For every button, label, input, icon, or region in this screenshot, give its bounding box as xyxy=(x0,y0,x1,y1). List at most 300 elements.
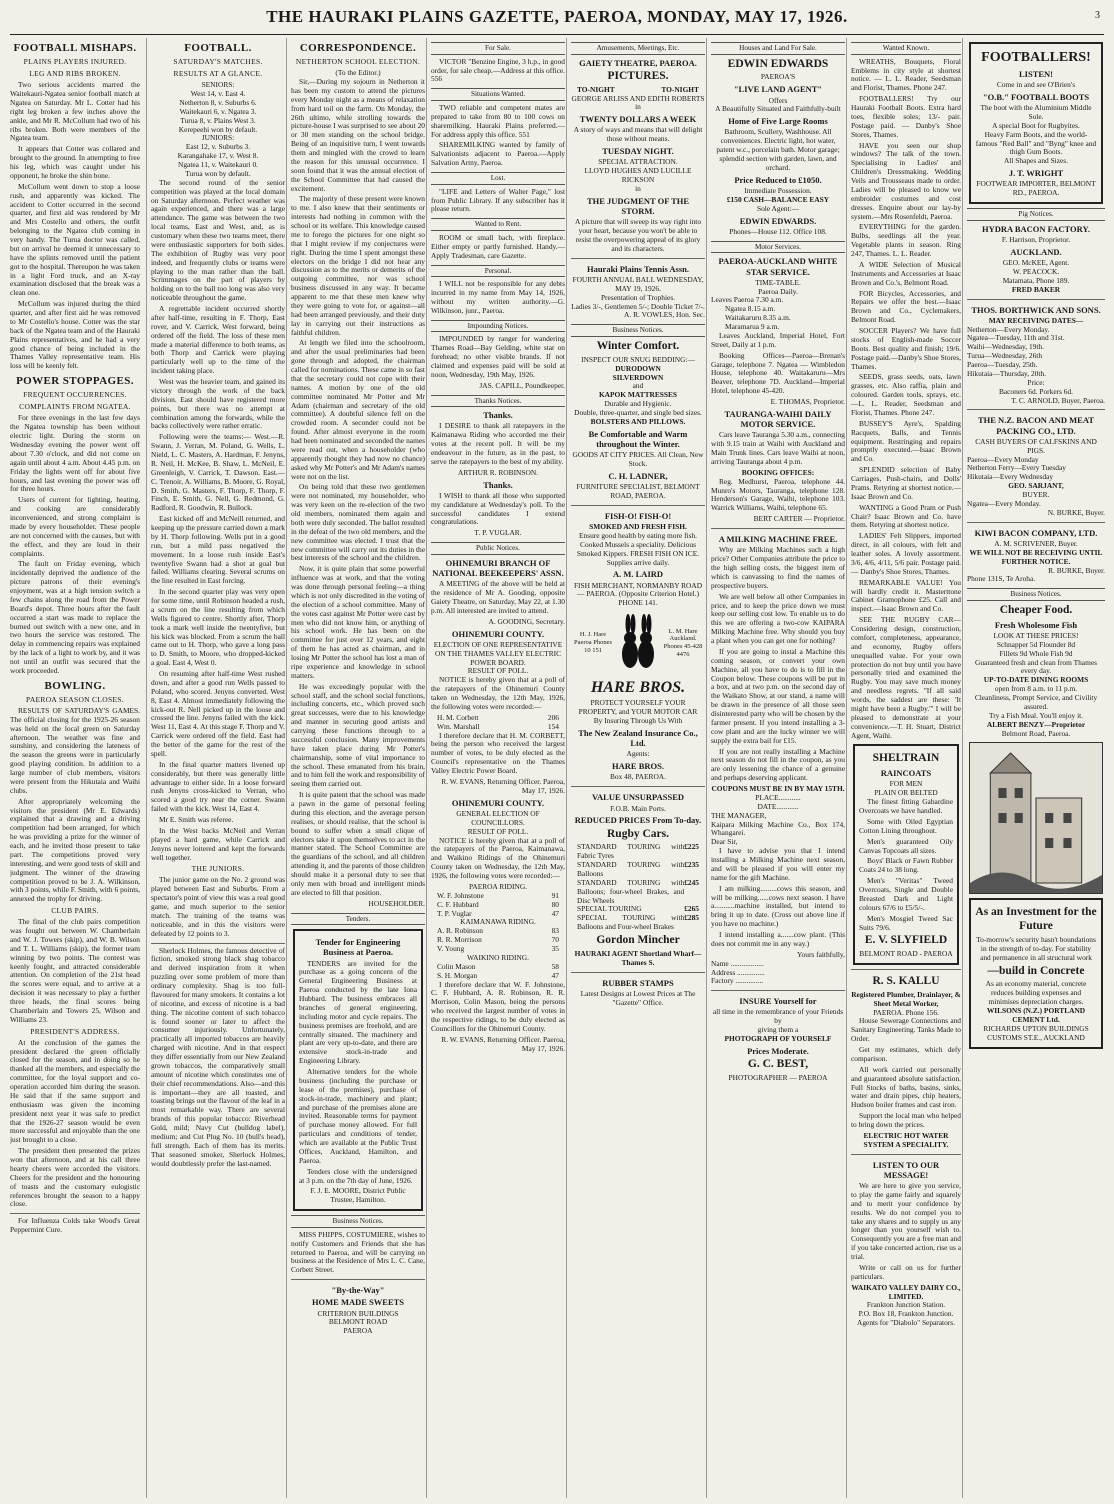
section-thanks: Thanks Notices. xyxy=(431,395,565,408)
results-label: SENIORS: xyxy=(201,80,235,90)
cheaper-food-heading: Cheaper Food. xyxy=(999,603,1073,616)
heading-football: FOOTBALL. xyxy=(184,42,252,54)
ad-line: Phones—House 112. Office 108. xyxy=(729,226,827,236)
ad-text: I have to advise you that I intend installing a Milking Machine next season, and will be pleased if you will enter my name for the gift Machine. xyxy=(711,846,845,882)
classified-ad: TWO reliable and competent mates are prepared to take from 80 to 100 cows on sharemilking. Hauraki Plains preferred.—For address apply this office. 551 xyxy=(431,102,565,139)
section-motor-services: Motor Services. xyxy=(711,241,845,254)
notice-subheading: ELECTION OF ONE REPRESENTATIVE ON THE THAMES VALLEY ELECTRIC POWER BOARD. xyxy=(433,639,563,667)
classified-ad: LADIES' Felt Slippers, imported direct, in all colours, with felt and leather soles. A lovely assortment. 3/6, 4/6, 4/11, 5/6 pair. Postage paid. — Danby's Shoe Stores, Thames. xyxy=(851,531,961,576)
insurance-company: The New Zealand Insurance Co., Ltd. xyxy=(578,728,698,749)
section-wanted-known: Wanted Known. xyxy=(851,42,961,55)
ad-line: Latest Designs at Lowest Prices at The "Gazette" Office. xyxy=(580,988,696,1007)
masthead xyxy=(0,0,1114,34)
nz-bacon-ad xyxy=(967,409,1105,517)
result-line: Kerepeehi won by default. xyxy=(178,124,258,134)
theatre-name: GAIETY THEATRE, PAEROA. xyxy=(579,57,697,68)
vote-count: 47 xyxy=(551,908,559,918)
best-name: G. C. BEST, xyxy=(747,1058,809,1071)
section-public-notices: Public Notices. xyxy=(431,542,565,555)
result-line: West 14, v. East 4. xyxy=(190,89,246,99)
classified-ad: "LIFE and Letters of Walter Page," lost from Public Library. If any subscriber has it please return. xyxy=(431,186,565,214)
candidate-name: T. P. Vuglar xyxy=(437,908,472,918)
schedule-line: Hikutaia—Every Wednesday xyxy=(967,472,1054,482)
ad-line: Bathroom, Scullery, Washhouse. All conveniences. Electric light, hot water, patent w.c., porcelain bath. Motor garage; splendid section with garden, lawn, and orchard. xyxy=(716,127,840,172)
tonight-label: TO-NIGHT xyxy=(661,84,699,94)
ad-text: Support the local man who helped to bring down the prices. xyxy=(851,1111,961,1130)
ad-text: If you are not really installing a Machine next season do not fill in the coupon, as you are only lessening the chance of a genuine and perhaps deserving applicant. xyxy=(711,746,845,783)
car-price: £245 xyxy=(684,877,699,887)
ad-headline: Fresh Wholesome Fish xyxy=(994,619,1078,630)
candidate-name: V. Young xyxy=(437,944,465,953)
ad-line: Cleanliness, Prompt Service, and Civility assured. xyxy=(974,693,1098,711)
newspaper-title: THE HAURAKI PLAINS GAZETTE, PAEROA, MONDAY, MAY 17, 1926. xyxy=(266,7,848,26)
ad-line: FURNITURE SPECIALIST, BELMONT ROAD, PAEROA. xyxy=(576,482,700,500)
section-pig-notices: Pig Notices. xyxy=(967,208,1105,221)
schedule-line: Ngatea—Tuesday, 11th and 31st. xyxy=(967,333,1065,343)
ad-line: WILSONS (N.Z.) PORTLAND CEMENT Ltd. xyxy=(986,1006,1086,1024)
ad-text: Tenders close with the undersigned at 3 p.m. on the 7th day of June, 1926. xyxy=(299,1166,417,1185)
mincher-name: Gordon Mincher xyxy=(596,934,680,947)
ad-text: Boys' Black or Fawn Rubber Coats 24 to 38 long. xyxy=(859,856,953,875)
article-paragraph: In the final quarter matters livened up considerably, but there was generally little advantage to either side. In a loose forward rush Jenyns cross-kicked to Verran, who scored a good try near the corner. Swann failed with the kick. West 14, East 4. xyxy=(151,759,285,814)
ad-line: Baconers 6d. Porkers 6d. xyxy=(998,386,1074,396)
schedule-line: Netherton—Every Monday. xyxy=(967,324,1050,334)
subheading: LEG AND RIBS BROKEN. xyxy=(29,69,121,79)
classified-ad: IMPOUNDED by ranger for wandering Thames Road—Bay Gelding, white star on forehead; no other visible brands. If not claimed and expenses paid will be sold at noon, Wednesday, 19th May, 1926. xyxy=(431,334,565,379)
kiwi-bacon-ad xyxy=(967,522,1105,585)
subheading: PLAINS PLAYERS INJURED. xyxy=(23,57,127,67)
ad-text: Booking Offices—Paeroa—Brenan's Garage, telephone 7. Ngatea — Wimbledon House, telephone 40. Waitakaruru—Mrs Beaver, telephone 7D. Auckland—Imperial Hotel, telephone 45-420. xyxy=(711,350,845,396)
candidate-name: C. F. Hubbard xyxy=(437,899,479,909)
vote-count: 47 xyxy=(551,970,559,980)
film-special: SPECIAL ATTRACTION. xyxy=(598,157,678,167)
ad-signature: T. P. VUGLAR. xyxy=(474,528,522,538)
rabbits-icon xyxy=(618,614,658,672)
ad-headline: "By-the-Way" xyxy=(331,1285,385,1296)
result-line: Ngatea 11, v. Waitekauri 0. xyxy=(178,160,258,170)
riding-heading: WAIKINO RIDING. xyxy=(467,952,529,962)
rugby-cars-ad xyxy=(571,786,705,967)
borthwick-ad xyxy=(967,299,1105,406)
schedule-line: Paeroa—Every Monday xyxy=(967,454,1039,464)
article-paragraph: Two serious accidents marred the Waitekauri-Ngatea senior football match at Ngatea on Saturday. Mr L. Cotter had his right leg broken a few inches above the ankle, and Mr R. McCollum had two of his ribs broken. Both were members of the Ngatea team. xyxy=(10,80,140,143)
classified-ad: I DESIRE to thank all ratepayers in the Kaimanawa Riding who accorded me their votes at the recent poll. It will be my endeavour in the future, as in the past, to serve the ratepayers to the best of my ability. xyxy=(431,421,565,466)
ad-headline: SHELTRAIN xyxy=(872,752,940,765)
slyfield-name: E. V. SLYFIELD xyxy=(864,934,948,947)
candidate-name: S. H. Morgan xyxy=(437,970,478,980)
ad-line: Come in and see O'Brien's xyxy=(996,79,1076,89)
classified-ad: NOTICE is hereby given that at a poll of the ratepayers of the Paeroa, Kaimanawa, and Waikino Ridings of the Ohinemuri County taken on Wednesday, the 12th May, 1926, the following votes were recorded:— xyxy=(431,835,565,880)
section-business-notices: Business Notices. xyxy=(571,324,705,337)
ad-line: all time in the remembrance of your Friends by xyxy=(712,1007,844,1026)
car-model: STANDARD TOURING with Balloons xyxy=(577,860,685,878)
article-paragraph: The junior game on the No. 2 ground was played between East and Suburbs. From a spectator's point of view this was a real good game, and much superior to the senior match. The training of the teams was noticeable, and in this the visitors were defeated by 12 points to 3. xyxy=(151,875,285,938)
ad-text: Cars leave Tauranga 5.30 a.m., connecting with 9.15 train at Waihi with Auckland and Main Trunk lines. Cars leave Waihi at noon, arriving Tauranga about 4 p.m. xyxy=(711,430,845,466)
article-paragraph: At the conclusion of the games the president declared the green officially closed for the season, and in doing so he thanked all the members, and especially the committee, for the loyal support and co-operation accorded him during the season. He said that if the same support and enthusiasm was given the incoming president next year it was safe to predict that the 1926-27 season would be even more successful and enjoyable than the one just brought to a close. xyxy=(10,1037,140,1145)
ad-text: All work carried out personally and guaranteed absolute satisfaction. Full Stocks of baths, basins, sinks, water and drain pipes, chip heaters, Hudson boiler frames and cast iron. xyxy=(851,1064,961,1110)
ad-line: WE WILL NOT BE RECEIVING UNTIL FURTHER NOTICE. xyxy=(969,547,1103,566)
ad-headline: LISTEN TO OUR MESSAGE! xyxy=(872,1159,940,1180)
coupon-field: DATE............ xyxy=(757,801,799,811)
ad-text: MISS PHIPPS, COSTUMIERE, wishes to notify Customers and Friends that she has returned to Paeroa, and will be carrying on business at the Residence of Mrs L. C. Cane, Corbett Street. xyxy=(291,1229,425,1275)
agent-name: HARE BROS. xyxy=(612,761,664,772)
car-price: £285 xyxy=(684,913,699,923)
riding-heading: PAEROA RIDING. xyxy=(468,881,528,891)
notice-subheading: GENERAL ELECTION OF COUNCILLORS. xyxy=(456,808,540,827)
article-paragraph: Users of current for lighting, heating, and cooking are considerably inconvenienced, and strong complaint is made by every householder. These people are not concerned with the causes, but with the effect, and they are loud in their complaints. xyxy=(10,495,140,558)
ad-line: A Beautifully Situated and Faithfully-built xyxy=(715,104,841,114)
film-in: in xyxy=(635,184,641,193)
film-description: A story of ways and means that will delight those without means. xyxy=(573,125,703,144)
vote-count: 58 xyxy=(551,961,559,971)
tennis-ad xyxy=(571,258,705,321)
column-6 xyxy=(706,38,849,1498)
ad-line: Ensure good health by eating more fish. Cooked Mussels a speciality. Delicious Smoked Kippers. FRESH FISH ON ICE. Supplies arrive daily. xyxy=(576,530,700,567)
ad-text: Get my estimates, which defy comparison. xyxy=(851,1045,961,1063)
classified-ad: I WISH to thank all those who supported my candidature at Wednesday's poll. To the successful candidates I extend congratulations. xyxy=(431,490,565,527)
subheading: SATURDAY'S MATCHES. xyxy=(173,57,263,67)
ad-headline: "LIVE LAND AGENT" xyxy=(733,84,823,95)
ad-line: As an economy material, concrete reduces building expenses and minimises depreciation charges. xyxy=(985,979,1087,1007)
notice-heading: OHINEMURI COUNTY. xyxy=(451,628,545,639)
coupon-field: Address ............... xyxy=(711,967,765,977)
ad-line: Paeroa Daily. xyxy=(758,286,798,296)
tennis-heading: Hauraki Plains Tennis Assn. xyxy=(586,263,690,274)
ad-line: F. Harrison, Proprietor. xyxy=(1001,234,1071,244)
ball-info: Ladies 3/-, Gentlemen 5/-; Double Ticket 7/-. xyxy=(571,301,705,311)
article-paragraph: In the West backs McNeil and Verran played a hard game, while Carrick and Jenyns never loitered and kept the forwards well together. xyxy=(151,825,285,862)
ad-line: FOR MEN xyxy=(889,779,923,789)
classified-ad: HAVE you seen our shop windows? The talk of the town. Specialising in Ladies' and Children's Dressmaking. Wedding Veils and Trousseaus made to order. Ladies will be pleased to know we embroider costumes and cost dresses. Enquire about our lay-by system.—Mrs Rosenfeldt, Paeroa. xyxy=(851,140,961,221)
ad-line: Agents: xyxy=(626,749,650,759)
classified-ad: I WILL not be responsible for any debts incurred in my name from May 14, 1926, without my written authority.—G. Wilkinson, junr., Paeroa. xyxy=(431,279,565,315)
fish-ad xyxy=(571,505,705,608)
column-2 xyxy=(146,38,289,1498)
kallu-ad xyxy=(851,969,961,1150)
fish-heading: FISH-O! FISH-O! xyxy=(604,510,672,521)
ad-line: BELMONT ROAD xyxy=(328,1317,388,1327)
coupon-field: Factory ............... xyxy=(711,976,764,986)
classified-ad: ROOM or small bach, with fireplace. Either empty or partly furnished. Handy.—Apply Tradesman, care Gazette. xyxy=(431,232,565,260)
article-paragraph: Sherlock Holmes, the famous detective of fiction, smoked strong black shag tobacco and derived inspiration from it when puzzling over some problem of more than ordinary complexity. Shag is too full-flavoured for many smokers. It contains a lot of nicotine, and excess of nicotine is a bad thing. The nicotine content of such tobacco is found sooner or later to affect the consumer injuriously. Unfortunately, practically all imported tobaccos are heavily charged with nicotine. And in that respect they differ essentially from our New Zealand grown tobaccos, the comparatively small amount of nicotine which constitutes one of their chief recommendations. Also—and this is important—they are all toasted, and toasting brings out the flavour of the leaf in a most remarkable way. There are several brands of this popular tobacco: Riverhead Gold, mild; Navy Cut (bulldog label), medium; and Cut Plug No. 10 (bull's head), full strength. Each of them has its merits. That seasoned smoker, Sherlock Holmes, would doubtlessly prefer the last-named. xyxy=(151,945,285,1168)
ad-line: Kaipara Milking Machine Co., Box 174, Whangarei. xyxy=(711,819,845,838)
letter-paragraph: It is quite patent that the school was made a pawn in the game of personal feeling during this election, and the average person realises, or should realise, that the school is bound to suffer when a small clique of electors take it upon themselves to act in the manner stated. The School Committee are the guardians of the school, and all children attending it, and the parents of those children should make it a personal duty to see that only men with broad and intelligent minds are elected to fill that position. xyxy=(291,790,425,897)
film-stars: LLOYD HUGHES AND LUCILLE RICKSON xyxy=(584,166,692,185)
ad-line: FRED BAKER xyxy=(1011,284,1061,294)
photographer-ad xyxy=(711,990,845,1083)
article-paragraph: McCollum was injured during the third quarter, and after first aid he was removed to Mr Costello's house. Cotter was the star back of the Ngatea team and of the Hauraki Plains representatives, and he had a very good chance of being included in the Thames Valley representative team. His loss will be keenly felt. xyxy=(10,299,140,371)
section-lost: Lost. xyxy=(431,172,565,185)
ad-line: BOLSTERS AND PILLOWS. xyxy=(590,416,686,426)
ad-text: Some with Oiled Egyptian Cotton Lining throughout. xyxy=(859,816,953,835)
section-business-notices: Business Notices. xyxy=(967,588,1105,601)
article-paragraph: East kicked off and McNeill returned, and keeping up the pressure carried down a mark by H. Thorp following. Wells put in a good run, but a mild pass negatived the movement. In a loose rush inside East's twentyfive Swann had a shot at goal but failed. Williams clearing. Several scrums on the line resulted in East forcing. xyxy=(151,514,285,586)
ad-signature: A. R. VOWLES, Hon. Sec. xyxy=(624,310,705,320)
ad-headline: A MILKING MACHINE FREE. xyxy=(718,534,838,545)
ad-text: Leaves Auckland, Imperial Hotel, Fort Street, Daily at 1 p.m. xyxy=(711,330,845,349)
ad-text: House Sewerage Connections and Sanitary Engineering. Tanks Made to Order. xyxy=(851,1016,961,1044)
result-line: Turua won by default. xyxy=(185,168,251,178)
ad-line: By Insuring Through Us With xyxy=(593,716,683,726)
subheading: RESULTS AT A GLANCE. xyxy=(173,69,263,79)
ad-signature: T. C. ARNOLD, Buyer, Paeroa. xyxy=(1011,395,1105,405)
column-3 xyxy=(286,38,429,1498)
car-model: SPECIAL TOURING xyxy=(577,904,642,914)
ad-line: £150 CASH—BALANCE EASY xyxy=(726,194,830,204)
ad-line: GEO. SARJANT, xyxy=(1008,481,1064,491)
hare-left-phones: H. J. Hare Paeroa Phones 10 151 xyxy=(573,631,613,655)
concrete-illustration xyxy=(969,742,1103,894)
letter-paragraph: The majority of these present were known to me. I also knew that their sentiments or interests had nothing in common with the school or its welfare. This knowledge caused me to forego the pictures for one night so that I might review if my conjectures were right. During the time I spent amongst these electors on the bridge I did not hear any discussion as to the merits or demerits of the outgoing committee, nor was school business discussed in any way. It became apparent to me that these men knew why they were going to vote for, or against—all had been arranged previously, and their duty lay in carrying out their instructions as faithful children. xyxy=(291,194,425,337)
ad-line: P.O. Box 18, Frankton Junction. xyxy=(858,1309,954,1319)
section-personal: Personal. xyxy=(431,265,565,278)
ad-line: SILVERDOWN xyxy=(612,372,664,382)
timetable-line: Maramarua 9 a.m. xyxy=(725,322,780,332)
coupon-field: Name .................. xyxy=(711,958,764,968)
section-situations-wanted: Situations Wanted. xyxy=(431,88,565,101)
ad-line: BELMONT ROAD - PAEROA xyxy=(859,949,953,959)
price-line: Fillets 9d Whole Fish 9d xyxy=(999,648,1073,658)
ad-line: BOOKING OFFICES: xyxy=(741,467,815,477)
car-model: STANDARD TOURING with Fabric Tyres xyxy=(577,842,685,861)
article-paragraph: It appears that Cotter was collared and brought to the ground. In attempting to free his leg, which was caught under his opponent, he broke the shin bone. xyxy=(10,144,140,180)
film-description: A picture that will sweep its way right into your heart, because you won't be able to resist the overpowering appeal of its glory and its characters. xyxy=(574,217,702,253)
ad-line: W. PEACOCK. xyxy=(1012,266,1060,276)
ad-line: Try a Fish Meal. You'll enjoy it. xyxy=(988,710,1084,720)
section-business-notices: Business Notices. xyxy=(291,1215,425,1228)
ad-line: Offers xyxy=(768,95,788,105)
winter-comfort-heading: Winter Comfort. xyxy=(596,339,680,352)
ad-text: Men's "Veritas" Tweed Overcoats, Single and Double Breasted Dark and Light colours 67/6 to £5/5/-. xyxy=(859,876,953,912)
to-editor: (To the Editor.) xyxy=(335,68,381,78)
ad-signature: JAS. CAPILL, Poundkeeper. xyxy=(479,380,565,390)
ad-text: Men's Mosgiel Tweed Sac Suits 79/6. xyxy=(859,913,953,932)
ad-line: UP-TO-DATE DINING ROOMS xyxy=(983,675,1089,685)
film-stars: GEORGE ARLISS AND EDITH ROBERTS xyxy=(571,93,705,103)
ad-line: open from 8 a.m. to 11 p.m. xyxy=(994,684,1078,694)
ad-text: I intend installing a.......cow plant. (This does not commit me in any way.) xyxy=(711,930,845,948)
ad-headline: Home of Five Large Rooms xyxy=(728,116,828,127)
ad-line: Phone 131S, Te Aroha. xyxy=(967,574,1036,584)
hare-bros-logo-block xyxy=(571,612,705,674)
article-paragraph: Following were the teams:— West.—R. Swann, J. Verran, M. Poland, G. Wells, L. Nield, L. C. Masters, A. Hardman, F. Jenyns, R. Neil, H. McKee, B. Shaw, L. McNeil, E. Greenleigh, V. Carrick, T. Dawson. East.—C. Trenoir, A. Williams, B. Moore, G. Royal, D. Smith, G. Masters, F. Thorp, F. Thorp, F. Finch, E. Smith, G. Nell, G. Redmond, G. Radford, R. Goodwin, R. Bullock. xyxy=(151,432,285,513)
thanks-heading: Thanks. xyxy=(483,479,513,490)
ad-headline: HYDRA BACON FACTORY. xyxy=(982,223,1090,234)
edwin-edwards-heading: EDWIN EDWARDS xyxy=(727,57,829,70)
ad-line: To-morrow's security hasn't boundations in the strength of to-day. For stability and permanence in all structural work xyxy=(976,934,1096,962)
ad-text: If you are going to instal a Machine this coming season, or convert your own Machine, all you have to do is to fill in the Coupon below. These coupons will be put in a box, and at two p.m. on the second day of the Waikato Show, at our stand, a name will be drawn in the presence of all those seen disinterested party who will be chosen by the farmer present. If you intend installing a 3-cow plant and are the lucky winner we will supply the extra bail for £15. xyxy=(711,646,845,745)
sheltrain-ad xyxy=(853,744,959,965)
tobacco-feature xyxy=(151,943,285,1169)
ad-text: Alternative tenders for the whole business (including the purchase or lease of the premises), purchase of stock-in-trade, machinery and plant; and purchase of the premises alone are invited. Reasonable terms for payment of purchase money allowed. For full particulars and conditions of tender, which are available at the Public Trust Offices, Auckland, Hamilton, and Paeroa. xyxy=(299,1067,417,1165)
ad-line: PHOTOGRAPH OF YOURSELF xyxy=(724,1034,832,1044)
ad-line: F.O.B. Main Ports. xyxy=(610,803,666,813)
ad-line: Yours faithfully, xyxy=(796,949,845,959)
ad-line: KAPOK MATTRESSES xyxy=(598,390,678,400)
schedule-line: Hikutaia—Thursday, 20th. xyxy=(967,368,1046,378)
ladner-name: C. H. LADNER, xyxy=(608,470,668,481)
ad-headline: RUBBER STAMPS xyxy=(602,977,674,988)
ad-line: Price: xyxy=(1027,377,1045,387)
ad-line: RICHARDS UPTON BUILDINGS CUSTOMS ST.E., AUCKLAND xyxy=(983,1023,1089,1042)
classified-ad: WREATHS, Bouquets, Floral Emblems in city style at shortest notice. — L. L. Reader, Seedsman and Florist, Thames. Phone 247. xyxy=(851,56,961,93)
ad-headline: PAEROA-AUCKLAND WHITE STAR SERVICE. xyxy=(718,256,838,277)
article-paragraph: For three evenings in the last few days the Ngatea township has been without electric light. During the storm on Wednesday evening the power went off about 7.30 o'clock, and did not come on again until about 4 a.m. About 4.45 p.m. on Friday the lights went off for about five hours, and last evening the power was off for three hours. xyxy=(10,413,140,494)
ad-line: Agents for "Diabolo" Separators. xyxy=(857,1318,955,1328)
rubber-stamps-ad xyxy=(571,972,705,1008)
ad-headline: VALUE UNSURPASSED xyxy=(591,792,685,803)
laird-name: A. M. LAIRD xyxy=(612,569,664,580)
section-tenders: Tenders. xyxy=(291,913,425,926)
subheading: COMPLAINTS FROM NGATEA. xyxy=(19,402,131,412)
ad-line: Immediate Possession. xyxy=(744,186,812,195)
kallu-name: R. S. KALLU xyxy=(872,975,940,988)
article-paragraph: A regrettable incident occurred shortly after half-time, resulting in F. Thorp, East rover, and V. Carrick, West forward, being ordered off the field. The loss of these men made a material difference to both teams, as both Thorp and Carrick were playing particularly well up to the time of the incident taking place. xyxy=(151,304,285,376)
candidate-name: Wm. Marshall xyxy=(437,721,480,731)
article-paragraph: The fault on Friday evening, which incidentally deprived the audience of the picture patrons of their evening's enjoyment, was at a high tension switch a few chains along the road from the Power Board's depot. Three hours after the fault occurred a start was made to replace the burned out switch with a new one, and in two hours the service was restored. The delay in commencing repairs was explained by the lack of a light to work by, and it was not until an outfit was secured that the work proceeded. xyxy=(10,559,140,675)
ad-line: FOOTWEAR IMPORTER, BELMONT RD., PAEROA. xyxy=(976,179,1096,198)
ad-headline: FOOTBALLERS! xyxy=(981,50,1091,65)
ad-line: GOODS AT CITY PRICES. All Clean, New Stock. xyxy=(572,450,704,468)
ad-headline: AUCKLAND. xyxy=(1010,246,1062,257)
ad-headline: RAINCOATS xyxy=(880,768,932,779)
timetable-line: Leaves Paeroa 7.30 a.m. xyxy=(711,295,784,305)
hare-bros-logo: HARE BROS. xyxy=(590,679,686,697)
ad-headline: TAURANGA-WAIHI DAILY MOTOR SERVICE. xyxy=(724,408,832,430)
ad-line: GEO. McKEE, Agent. xyxy=(1002,258,1070,267)
ad-text: We are well below all other Companies in price, and to keep the price down we must keep our selling cost low. To enable us to do this we are offering a two-cow KAIPARA Milking Machine free. Why should you buy a plant when you can get one for nothing? xyxy=(711,591,845,646)
ad-line: ALBERT BENZY—Proprietor xyxy=(986,719,1086,729)
classified-ad: BUSSEY'S Ayre's, Spalding Racquets, Balls, and Tennis equipment. Restringing and repairs promptly executed.—Isaac Brown and Co. xyxy=(851,418,961,464)
ad-line: FISH MERCHANT, NORMANBY ROAD — PAEROA. (Opposite Criterion Hotel.) PHONE 141. xyxy=(573,580,703,608)
price-row xyxy=(571,843,705,861)
ad-line: PLAIN OR BELTED xyxy=(874,788,938,798)
car-model: SPECIAL TOURING with Balloons and Four-wheel Brakes xyxy=(577,913,685,932)
classified-ad: A MEETING of the above will be held at the residence of Mr A. Gooding, opposite Gaiety Theatre, on Saturday, May 22, at 1.30 p.m. All interested are invited to attend. xyxy=(431,579,565,615)
vote-count: 91 xyxy=(551,890,559,900)
subheading: FREQUENT OCCURRENCES. xyxy=(23,390,127,400)
classified-ad: A WIDE Selection of Musical Instruments and Accessories at Isaac Brown and Co.'s, Belmont Road. xyxy=(851,259,961,287)
ad-line: Frankton Junction Station. xyxy=(866,1300,946,1310)
ad-line: Belmont Road, Paeroa. xyxy=(1001,728,1071,738)
classified-ad: SEEDS, grass seeds, oats, lawn grasses, etc. Also raffia, plain and coloured. Garden tools, sprays, etc.—L. L. Reader, Seedsman and Florist, Thames. Phone 247. xyxy=(851,372,961,417)
vote-count: 35 xyxy=(551,944,559,953)
riding-heading: KAIMANAWA RIDING. xyxy=(460,917,536,927)
section-impounding: Impounding Notices. xyxy=(431,320,565,333)
classified-ad: SPLENDID selection of Baby Carriages, Push-chairs, and Dolls' Prams. Retyring at shortest notice.—Isaac Brown and Co. xyxy=(851,465,961,501)
thanks-heading: Thanks. xyxy=(483,410,513,421)
ad-line: LOOK AT THESE PRICES! xyxy=(993,630,1079,640)
letter-paragraph: At length we filed into the schoolroom, and after the usual preliminaries had been gone through and adopted, the chairman called for nominations. These came in so fast that the secretary could not cope with their names. A motion by one of the old committee nominated Mr Potter and Mr Adam (chairman and secretary of the old committee). A doubtful silence fell on the crowded room. A seconder could not be found. After almost everyone in the room had been nominated and seconded the names were read out, when a householder (who apparently thought they had now no chance) asked why Mr Potter's and Mr Adam's names were not on the list. xyxy=(291,338,425,481)
article-paragraph: The second round of the senior competition was played at the local domain on Saturday afternoon. Perfect weather was again experienced, and there was a large attendance. The game was between the two local teams, East and West, and, as is customary when these two teams meet, there were enthusiastic supporters for both sides. The exhibition of Rugby was very poor indeed, and frequently clubs or teams were playing to the man rather than the ball. Scrimmages on the part of players by holding on to the ball too long was also very noticeable throughout the game. xyxy=(151,177,285,303)
car-price: £265 xyxy=(684,904,699,914)
result-line: Turua 8, v. Plains West 3. xyxy=(180,115,256,125)
ad-line: A. M. SCRIVENER, Buyer. xyxy=(994,538,1078,548)
column-5 xyxy=(566,38,709,1498)
tonight-label: TO-NIGHT xyxy=(577,84,615,94)
ad-signature: ARTHUR R. ROBINSON. xyxy=(457,467,539,477)
ad-headline: "O.B." FOOTBALL BOOTS xyxy=(982,91,1090,102)
concrete-ad xyxy=(969,898,1103,1048)
classified-ad: FOOTBALLERS! Try our Hauraki Football Boots. Extra hard toes, flexible soles; 13/- pair. Postage paid. — Danby's Shoe Stores, Thames. xyxy=(851,94,961,139)
ad-line: CASH BUYERS OF CALFSKINS AND PIGS. xyxy=(975,436,1097,455)
ad-text: I am milking.........cows this season, and will be milking......cows next season. I have a...........machine installed, but intend to bring it up to date. (Cross out above line if you have no machine.) xyxy=(711,883,845,929)
film-title: THE JUDGMENT OF THE STORM. xyxy=(586,195,690,217)
candidate-name: H. M. Corbett xyxy=(437,712,479,722)
subheading: NETHERTON SCHOOL ELECTION. xyxy=(295,57,421,67)
candidate-name: Colin Mason xyxy=(437,961,476,971)
coupon-field: PLACE............ xyxy=(755,792,801,802)
notice-heading: OHINEMURI COUNTY. xyxy=(451,797,545,808)
price-row xyxy=(571,914,705,932)
ad-headline: EDWIN EDWARDS. xyxy=(739,215,817,226)
subheading: CLUB PAIRS. xyxy=(51,906,99,916)
letter-paragraph: He was exceedingly popular with the school staff, and the school social functions, including concerts, etc., which proved such great successes, were due to his knowledge and manner in securing good artists and carrying these functions through to a successful conclusion. Many improvements have taken place during Mr Potter's chairmanship, some of vital importance to the school. These emanated from his brain, and to him fell the work and responsibility of seeing them carried out. xyxy=(291,681,425,789)
ad-line: Dear Sir, xyxy=(711,837,738,847)
ball-info: FOURTH ANNUAL BALL WEDNESDAY, MAY 19, 1926. xyxy=(572,274,704,293)
ad-line: Heavy Farm Boots, and the world-famous "Red Ball" and "Byng" knee and thigh Gum Boots. xyxy=(975,129,1097,157)
ad-text: Men's guaranteed Oily Canvas Topcoats all sizes. xyxy=(859,836,953,855)
film-title: TWENTY DOLLARS A WEEK xyxy=(579,114,697,125)
dairy-ad xyxy=(851,1154,961,1328)
ad-line: TIME-TABLE. xyxy=(755,277,801,287)
ad-line: Matamata, Phone 189. xyxy=(1002,275,1070,285)
ad-line: All Shapes and Sizes. xyxy=(1003,156,1069,166)
article-paragraph: McCollum went down to stop a loose rush, and apparently was kicked. The accident to Cotter occurred in the second quarter, and first aid was rendered by Mr and Mrs Costello and others, the outfit belonging to the Ngatea club coming in very handy. The Turua doctor was called, but on arrival he deemed it unnecessary to have the splints removed until the patient got to the hospital. Thereupon he was taken in a light Ford truck, and an X-ray examination disclosed that the break was a clean one. xyxy=(10,181,140,298)
ad-headline: THE N.Z. BACON AND MEAT PACKING CO., LTD. xyxy=(977,415,1095,436)
vote-count: 70 xyxy=(551,935,559,945)
ad-line: COUPONS MUST BE IN BY MAY 15TH. xyxy=(711,784,845,794)
car-price: £235 xyxy=(684,860,699,870)
building-illustration-icon xyxy=(970,743,1102,893)
schedule-line: Paeroa—Tuesday, 25th. xyxy=(967,360,1038,370)
ad-line: Prices Moderate. xyxy=(747,1045,809,1056)
ad-line: BUYER. xyxy=(1022,490,1050,500)
article-paragraph: In the second quarter play was very open for some time, until Robinson headed a rush, a scrum on the line resulting from which Wells figured to centre. Shortly after, Thorp took a mark well inside the twentyfive, but his kick was blocked. From a scrum the ball came out to H. Thorp, who gave a long pass to D. Smith, to Moore, who dropped-kicked a goal. East 4, West 0. xyxy=(151,587,285,668)
vote-count: 83 xyxy=(551,926,559,936)
peppermint-ad xyxy=(10,1213,140,1235)
column-1 xyxy=(10,38,144,1498)
ad-signature: R. BURKE, Buyer. xyxy=(1048,565,1105,575)
pictures-heading: PICTURES. xyxy=(607,69,669,82)
ad-line: Sole Agent:— xyxy=(756,203,800,213)
section-amusements: Amusements, Meetings, Etc. xyxy=(571,42,705,55)
sweets-ad xyxy=(291,1279,425,1336)
ad-line: THE MANAGER, xyxy=(711,810,767,820)
result-line: East 12, v. Suburbs 3. xyxy=(185,142,251,152)
ad-headline: INSURE Yourself for xyxy=(739,996,817,1007)
schedule-line: Turua—Wednesday, 26th xyxy=(967,351,1043,361)
ad-signature: N. BURKE, Buyer. xyxy=(1047,507,1105,517)
ad-signature: F. J. E. MOORE, District Public Trustee, Hamilton. xyxy=(310,1186,406,1205)
section-for-sale: For Sale. xyxy=(431,42,565,55)
ad-headline: THOS. BORTHWICK AND SONS. xyxy=(971,304,1101,315)
ad-text: Write or call on us for further particulars. xyxy=(851,1262,961,1281)
ad-line: Box 48, PAEROA. xyxy=(610,772,666,782)
ad-line: Registered Plumber, Drainlayer, & Sheet Metal Worker, xyxy=(851,989,961,1008)
notice-heading: OHINEMURI BRANCH OF NATIONAL BEEKEEPERS' ASSN. xyxy=(432,557,564,579)
candidate-name: W. F. Johnstone xyxy=(437,890,484,900)
car-model: STANDARD TOURING with Balloons; four-wheel Brakes, and Disc Wheels xyxy=(577,877,685,905)
price-row xyxy=(571,861,705,879)
ad-line: The boot with the Aluminium Middle Sole. xyxy=(980,103,1092,121)
letter-paragraph: Sir,—During my sojourn in Netherton it has been my custom to attend the pictures every Monday night as a means of relaxation from hard toil on the farm. On Monday, the 26th ultimo, while strolling towards the picture-house I was surprised to see about 20 or 30 men standing on the school bridge. Being of an inquisitive turn, I went towards them and mingled with the crowd to learn the reason for this unusual occurrence. I soon found that it was the annual election of the School Committee that had caused the excitement. xyxy=(291,77,425,193)
ad-headline: —build in Concrete xyxy=(987,964,1085,977)
heading-football-mishaps: FOOTBALL MISHAPS. xyxy=(13,42,137,54)
film-night: TUESDAY NIGHT. xyxy=(602,146,674,157)
footballers-ad xyxy=(969,42,1103,204)
schedule-line: Ngatea—Every Monday. xyxy=(967,498,1041,508)
